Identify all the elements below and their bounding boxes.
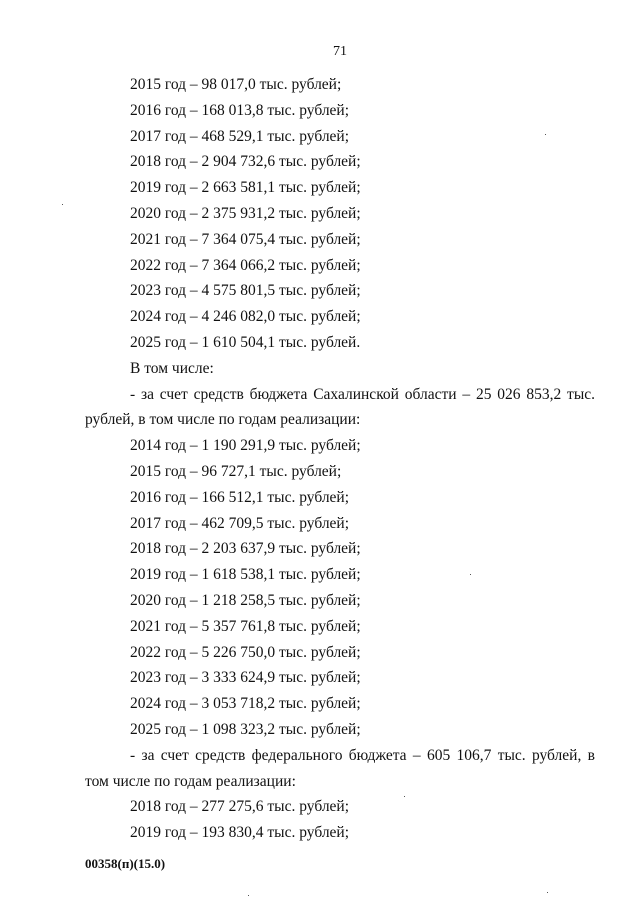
list-item: 2021 год – 5 357 761,8 тыс. рублей; (130, 617, 361, 635)
document-body (85, 72, 595, 846)
list-item: 2015 год – 96 727,1 тыс. рублей; (130, 462, 342, 480)
list-item: 2022 год – 5 226 750,0 тыс. рублей; (130, 643, 361, 661)
regional-budget-paragraph: - за счет средств бюджета Сахалинской области – 25 026 853,2 тыс. рублей, в том числе по годам реализации: (85, 385, 595, 429)
list-item: 2024 год – 4 246 082,0 тыс. рублей; (130, 308, 361, 326)
scan-speck (470, 574, 471, 575)
list-item: 2020 год – 2 375 931,2 тыс. рублей; (130, 204, 361, 222)
funding-by-year-list-federal (85, 794, 595, 846)
funding-by-year-list-total (85, 72, 595, 356)
document-code-footer: 00358(п)(15.0) (85, 856, 166, 871)
list-item: 2025 год – 1 098 323,2 тыс. рублей; (130, 720, 361, 738)
list-item: 2023 год – 4 575 801,5 тыс. рублей; (130, 282, 361, 300)
federal-budget-paragraph: - за счет средств федерального бюджета – 605 106,7 тыс. рублей, в том числе по годам реализации: (85, 746, 595, 790)
scan-speck (545, 134, 546, 135)
funding-by-year-list-regional (85, 433, 595, 743)
list-item: 2014 год – 1 190 291,9 тыс. рублей; (130, 437, 361, 455)
list-item: 2022 год – 7 364 066,2 тыс. рублей; (130, 256, 361, 274)
list-item: 2019 год – 193 830,4 тыс. рублей; (130, 824, 350, 842)
list-item: 2018 год – 277 275,6 тыс. рублей; (130, 798, 350, 816)
list-item: 2023 год – 3 333 624,9 тыс. рублей; (130, 669, 361, 687)
scan-speck (404, 796, 405, 797)
list-item: 2021 год – 7 364 075,4 тыс. рублей; (130, 230, 361, 248)
list-item: 2024 год – 3 053 718,2 тыс. рублей; (130, 695, 361, 713)
list-item: 2017 год – 468 529,1 тыс. рублей; (130, 127, 350, 145)
scan-speck (248, 895, 249, 896)
page-number: 71 (333, 44, 347, 59)
list-item: 2018 год – 2 904 732,6 тыс. рублей; (130, 153, 361, 171)
scan-speck (62, 204, 63, 205)
list-item: 2015 год – 98 017,0 тыс. рублей; (130, 76, 342, 93)
list-item: 2016 год – 166 512,1 тыс. рублей; (130, 488, 350, 506)
list-item: 2018 год – 2 203 637,9 тыс. рублей; (130, 540, 361, 558)
scan-speck (547, 892, 548, 893)
list-item: 2019 год – 2 663 581,1 тыс. рублей; (130, 179, 361, 197)
list-item: 2019 год – 1 618 538,1 тыс. рублей; (130, 566, 361, 584)
list-item: 2025 год – 1 610 504,1 тыс. рублей. (130, 333, 361, 351)
list-item: 2016 год – 168 013,8 тыс. рублей; (130, 101, 350, 119)
list-item: 2020 год – 1 218 258,5 тыс. рублей; (130, 591, 361, 609)
list-item: 2017 год – 462 709,5 тыс. рублей; (130, 514, 350, 532)
in-total-label: В том числе: (130, 359, 214, 377)
